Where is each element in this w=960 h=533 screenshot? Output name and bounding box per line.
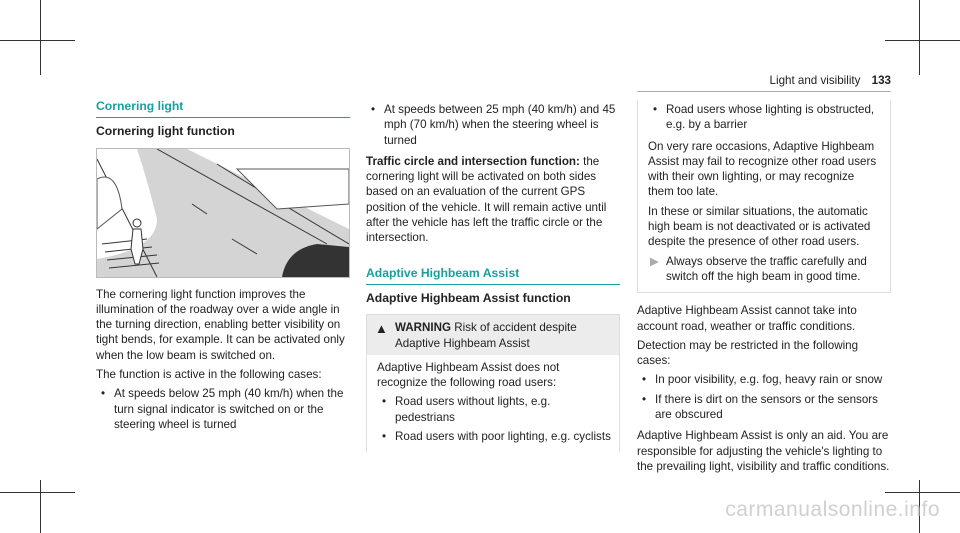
cornering-light-illustration xyxy=(96,148,350,278)
paragraph xyxy=(366,154,620,246)
paragraph: The function is active in the following cases: xyxy=(96,368,322,382)
warning-header xyxy=(367,315,619,355)
list-item: • Road users without lights, e.g. pedestrians xyxy=(377,394,611,425)
crop-mark xyxy=(885,492,960,493)
list-item: • At speeds between 25 mph (40 km/h) and 45 mph (70 km/h) when the steering wheel is turned xyxy=(366,102,620,148)
warning-box xyxy=(366,314,620,452)
page-number: 133 xyxy=(871,74,891,87)
arrow-right-icon: ▶ xyxy=(650,254,659,268)
paragraph: The cornering light function improves the illumination of the roadway over a wide angle in the turning direction, enabling better visibility on tight bends, for example. It can be activated only when the low beam is switched on. xyxy=(96,287,345,362)
column-3 xyxy=(637,100,891,478)
list-item: • Road users with poor lighting, e.g. cyclists xyxy=(377,429,611,444)
section-heading: Cornering light xyxy=(96,99,350,118)
warning-label: WARNING xyxy=(395,321,452,335)
crop-mark xyxy=(40,0,41,75)
crop-mark xyxy=(0,492,75,493)
subheading: Cornering light function xyxy=(96,124,235,139)
warning-text: Adaptive Highbeam Assist does not recognize the following road users: xyxy=(377,360,560,390)
list-item: • At speeds below 25 mph (40 km/h) when the turn signal indicator is switched on or the steering wheel is turned xyxy=(96,386,350,432)
crop-mark xyxy=(40,480,41,533)
subheading: Adaptive Highbeam Assist function xyxy=(366,290,571,305)
column-1 xyxy=(96,99,350,438)
warning-title: Risk of accident despite Adaptive Highbeam Assist xyxy=(395,321,577,350)
action-step xyxy=(648,254,882,285)
warning-text: On very rare occasions, Adaptive Highbeam Assist may fail to recognize other road users with their own lighting, or may recognize them too late. xyxy=(648,139,877,199)
paragraph: Detection may be restricted in the following cases: xyxy=(637,338,859,368)
page-header xyxy=(637,73,891,92)
list-item: • If there is dirt on the sensors or the sensors are obscured xyxy=(637,392,891,423)
section-title: Light and visibility xyxy=(769,74,861,87)
list-item: • Road users whose lighting is obstructed, e.g. by a barrier xyxy=(648,102,882,133)
action-text: Always observe the traffic carefully and switch off the high beam in good time. xyxy=(666,254,867,283)
crop-mark xyxy=(0,40,75,41)
column-2 xyxy=(366,102,620,452)
warning-text: In these or similar situations, the automatic high beam is not deactivated or is activated despite the presence of other road users. xyxy=(648,204,871,249)
crop-mark xyxy=(919,0,920,75)
warning-box-continued xyxy=(637,100,891,293)
section-heading: Adaptive Highbeam Assist xyxy=(366,266,620,285)
paragraph-text: the cornering light will be activated on both sides based on an evaluation of the current GPS position of the vehicle. It will remain active until after the vehicle has left the traffic circle or the intersection. xyxy=(366,154,607,245)
list-item: • In poor visibility, e.g. fog, heavy rain or snow xyxy=(637,372,891,387)
paragraph: Adaptive Highbeam Assist is only an aid. You are responsible for adjusting the vehicle's lighting to the prevailing light, visibility and traffic conditions. xyxy=(637,429,890,473)
watermark: carmanualsonline.info xyxy=(725,498,940,521)
crop-mark xyxy=(885,40,960,41)
warning-triangle-icon: ▲ xyxy=(375,321,388,337)
paragraph: Adaptive Highbeam Assist cannot take into account road, weather or traffic conditions. xyxy=(637,304,857,333)
inline-label: Traffic circle and intersection function: xyxy=(366,154,580,168)
